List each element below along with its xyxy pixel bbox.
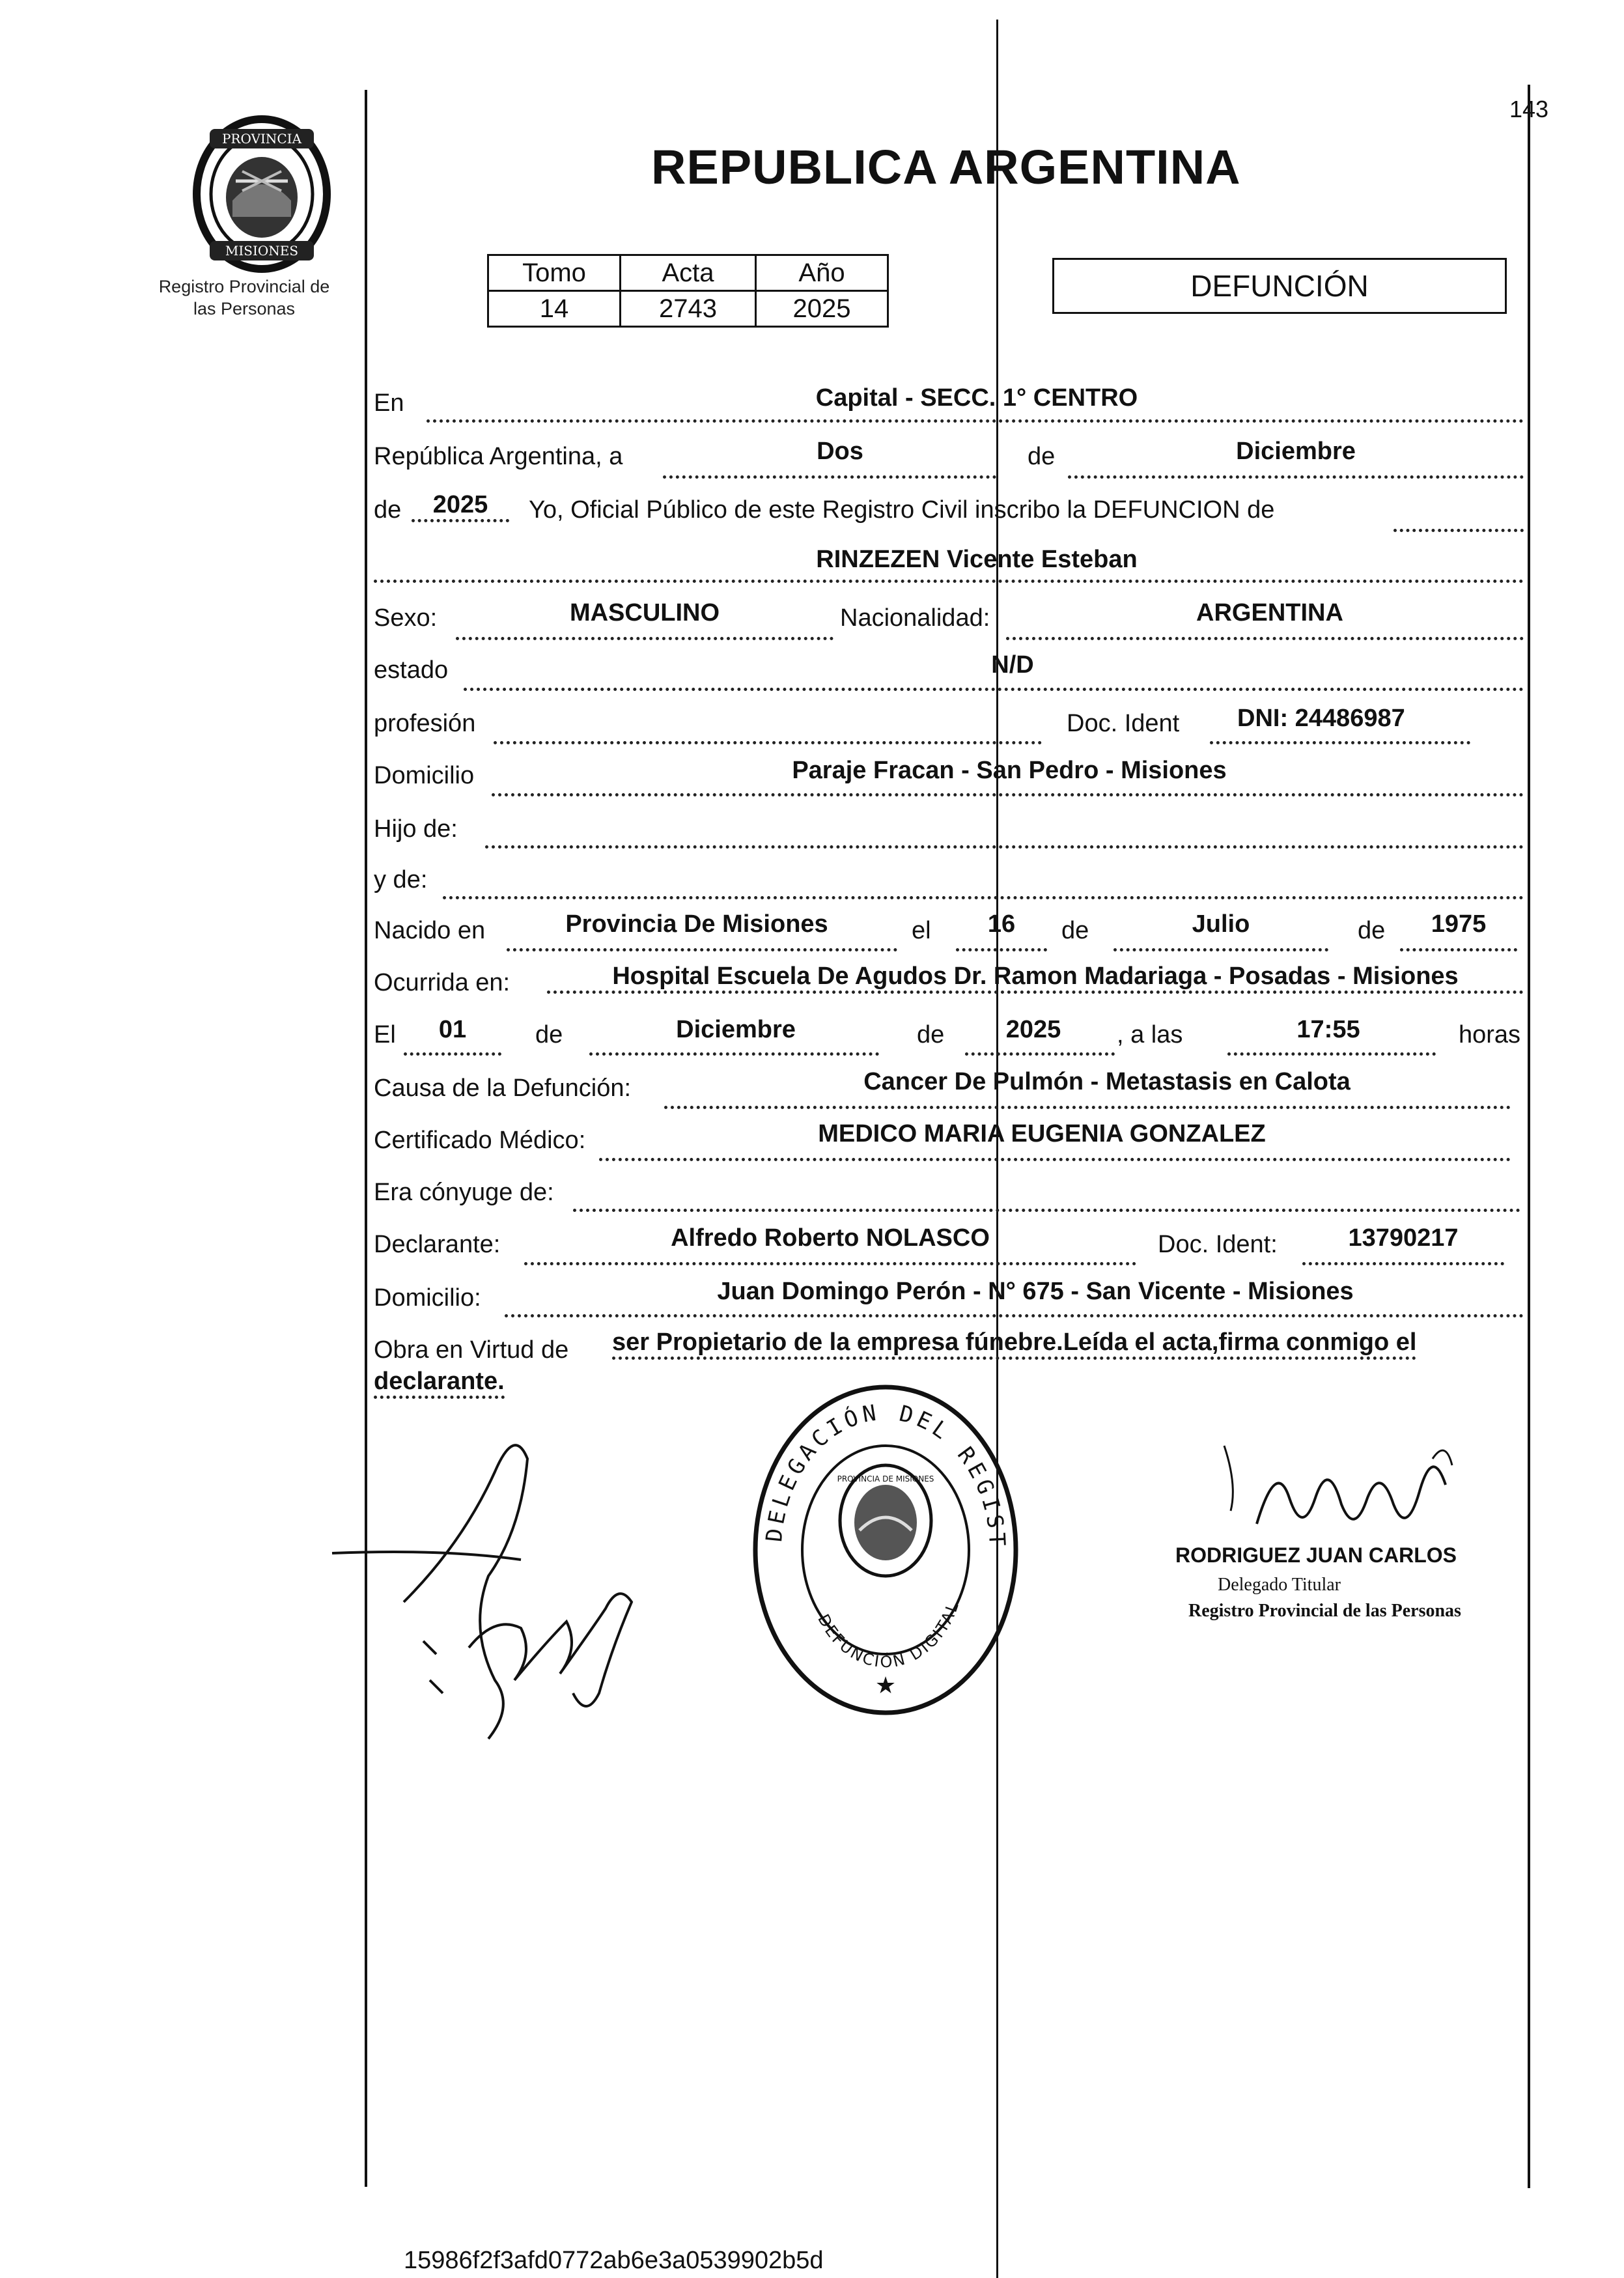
right-margin-line — [1528, 85, 1530, 2188]
hijo-line — [485, 845, 1524, 849]
cause-label: Causa de la Defunción: — [374, 1075, 632, 1102]
virtue-label: Obra en Virtud de — [374, 1336, 569, 1364]
registry-stamp — [742, 1374, 1029, 1726]
seal-top-text: PROVINCIA — [221, 131, 302, 147]
cert-line — [599, 1158, 1511, 1161]
estado-line — [464, 688, 1524, 691]
cause-value: Cancer De Pulmón - Metastasis en Calota — [863, 1068, 1351, 1095]
stamp-outer-text: DELEGACIÓN DEL REGIST — [761, 1399, 1011, 1551]
death-day: 01 — [438, 1016, 467, 1043]
hijo-label: Hijo de: — [374, 815, 458, 843]
estado-label: estado — [374, 656, 449, 684]
death-el-label: El — [374, 1021, 396, 1048]
domicilio-value: Paraje Fracan - San Pedro - Misiones — [792, 757, 1227, 784]
registry-caption — [133, 275, 355, 320]
death-month-line — [589, 1052, 879, 1056]
declarant-dom-line — [505, 1314, 1524, 1317]
death-time-line — [1227, 1052, 1436, 1056]
born-month: Julio — [1192, 910, 1250, 938]
spouse-line — [573, 1209, 1520, 1212]
center-fold-line — [996, 20, 998, 2278]
svg-text:★: ★ — [875, 1672, 897, 1698]
day-value: Dos — [817, 438, 863, 465]
born-month-line — [1113, 948, 1328, 951]
born-day: 16 — [987, 910, 1016, 938]
declarant-dom-label: Domicilio: — [374, 1284, 481, 1312]
anio-header: Año — [756, 255, 888, 291]
officer-title: Delegado Titular — [1218, 1575, 1341, 1595]
page-title: REPUBLICA ARGENTINA — [651, 140, 1241, 194]
tomo-value: 14 — [488, 291, 621, 327]
occurred-label: Ocurrida en: — [374, 969, 511, 996]
at-label: , a las — [1117, 1021, 1183, 1048]
en-value: Capital - SECC. 1° CENTRO — [815, 384, 1138, 412]
day-line — [663, 475, 996, 479]
month-line — [1068, 475, 1524, 479]
stamp-seal-text: PROVINCIA DE MISIONES — [837, 1474, 934, 1484]
el-label: el — [912, 917, 931, 944]
declarant-line — [524, 1262, 1136, 1265]
born-year-line — [1400, 948, 1517, 951]
death-year: 2025 — [1005, 1016, 1061, 1043]
document-hash: 15986f2f3afd0772ab6e3a0539902b5d — [404, 2247, 824, 2274]
sex-label: Sexo: — [374, 604, 438, 632]
death-year-line — [965, 1052, 1115, 1056]
cert-value: MEDICO MARIA EUGENIA GONZALEZ — [818, 1120, 1266, 1147]
name-line — [374, 580, 1524, 583]
officer-office: Registro Provincial de las Personas — [1188, 1601, 1461, 1621]
acta-header: Acta — [621, 255, 756, 291]
domicilio-line — [492, 793, 1524, 796]
born-place: Provincia De Misiones — [565, 910, 828, 938]
cert-label: Certificado Médico: — [374, 1127, 586, 1154]
inscribe-text: Yo, Oficial Público de este Registro Civil inscribo la DEFUNCION de — [529, 496, 1275, 524]
profession-label: profesión — [374, 710, 476, 737]
officer-name: RODRIGUEZ JUAN CARLOS — [1175, 1543, 1457, 1567]
yde-line — [443, 896, 1524, 899]
death-day-line — [404, 1052, 501, 1056]
declarant-value: Alfredo Roberto NOLASCO — [671, 1224, 990, 1252]
sex-line — [456, 637, 833, 640]
sex-value: MASCULINO — [569, 599, 720, 626]
registry-number-table — [487, 254, 889, 328]
occurred-value: Hospital Escuela De Agudos Dr. Ramon Madariaga - Posadas - Misiones — [547, 963, 1524, 994]
cause-line — [664, 1106, 1511, 1109]
month-value: Diciembre — [1236, 438, 1356, 465]
document-type-box: DEFUNCIÓN — [1052, 258, 1507, 314]
declarant-signature — [326, 1433, 690, 1758]
born-day-line — [956, 948, 1047, 951]
en-line — [427, 419, 1524, 423]
inscribe-line — [1393, 529, 1524, 532]
death-de-label: de — [535, 1021, 563, 1048]
declarant-doc-label: Doc. Ident: — [1158, 1231, 1278, 1258]
spouse-label: Era cónyuge de: — [374, 1179, 554, 1206]
domicilio-label: Domicilio — [374, 762, 475, 789]
stamp-inner-text: DEFUNCIÓN DIGITAL — [814, 1598, 963, 1672]
year-prefix-label: de — [374, 496, 402, 524]
acta-value: 2743 — [621, 291, 756, 327]
hours-label: horas — [1459, 1021, 1521, 1048]
death-de2-label: de — [917, 1021, 945, 1048]
yde-label: y de: — [374, 866, 428, 893]
registry-caption-line2: las Personas — [193, 299, 296, 318]
anio-value: 2025 — [756, 291, 888, 327]
year-value: 2025 — [412, 491, 509, 522]
left-margin-line — [365, 90, 367, 2187]
death-month: Diciembre — [676, 1016, 796, 1043]
page-number: 143 — [1509, 96, 1549, 122]
nationality-line — [1006, 637, 1524, 640]
seal-bottom-text: MISIONES — [225, 243, 299, 259]
nationality-label: Nacionalidad: — [840, 604, 990, 632]
profession-line — [494, 741, 1042, 744]
declarant-dom-value: Juan Domingo Perón - N° 675 - San Vicente - Misiones — [717, 1278, 1354, 1305]
born-year: 1975 — [1431, 910, 1487, 938]
virtue-value-line1: ser Propietario de la empresa fúnebre.Leída el acta,firma conmigo el — [612, 1329, 1416, 1360]
declarant-label: Declarante: — [374, 1231, 501, 1258]
born-place-line — [507, 948, 897, 951]
death-time: 17:55 — [1296, 1016, 1360, 1043]
virtue-value-line2: declarante. — [374, 1368, 505, 1399]
estado-value: N/D — [991, 651, 1034, 679]
doc-value: DNI: 24486987 — [1237, 705, 1405, 732]
republic-label: República Argentina, a — [374, 443, 623, 470]
doc-label: Doc. Ident — [1067, 710, 1180, 737]
declarant-doc-value: 13790217 — [1348, 1224, 1459, 1252]
nationality-value: ARGENTINA — [1196, 599, 1343, 626]
province-seal-logo — [171, 103, 353, 279]
deceased-name: RINZEZEN Vicente Esteban — [816, 546, 1138, 573]
declarant-doc-line — [1302, 1262, 1504, 1265]
registry-caption-line1: Registro Provincial de — [158, 277, 330, 296]
de-label: de — [1028, 443, 1056, 470]
born-de-label: de — [1061, 917, 1089, 944]
en-label: En — [374, 389, 404, 417]
born-de2-label: de — [1358, 917, 1386, 944]
doc-line — [1210, 741, 1470, 744]
svg-text:DEFUNCIÓN DIGITAL — [814, 1599, 962, 1672]
tomo-header: Tomo — [488, 255, 621, 291]
born-label: Nacido en — [374, 917, 486, 944]
